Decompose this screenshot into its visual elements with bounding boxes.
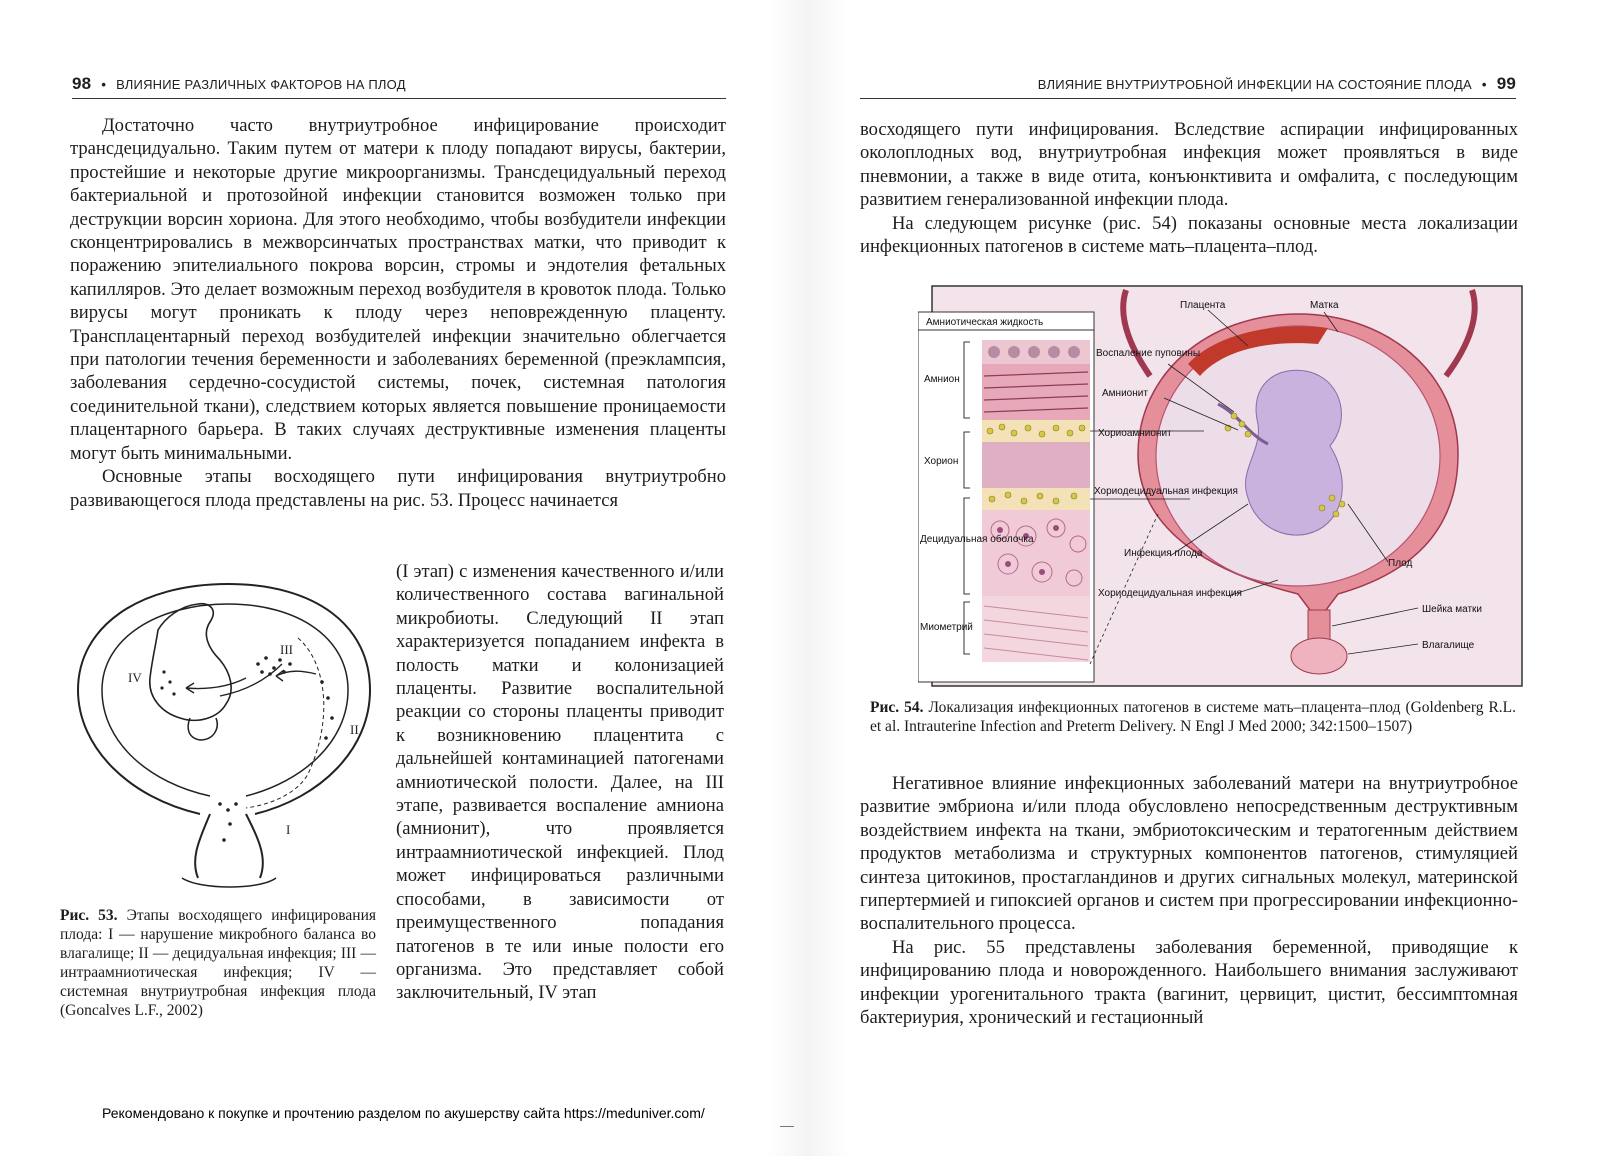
- chorion-layer: [982, 442, 1090, 488]
- header-rule: [860, 98, 1516, 99]
- arrows: [186, 670, 316, 693]
- paragraph: На следующем рисунке (рис. 54) показаны основные места локализации инфекционных патогенов в системе мать–плацента–плод.: [860, 212, 1518, 258]
- label-cervix: Шейка матки: [1422, 604, 1483, 615]
- figure-53-drawing: [70, 578, 380, 896]
- footer-recommendation: Рекомендовано к покупке и прочтению разделом по акушерству сайта https://meduniver.com/: [102, 1105, 705, 1121]
- page-number: 99: [1496, 74, 1516, 93]
- running-head-title: ВЛИЯНИЕ ВНУТРИУТРОБНОЙ ИНФЕКЦИИ НА СОСТОЯНИЕ ПЛОДА: [1037, 77, 1472, 92]
- label-vagina: Влагалище: [1422, 640, 1475, 651]
- gutter-mark: [780, 1126, 794, 1127]
- figure-54-caption: [870, 698, 1516, 736]
- left-body-text: [70, 114, 726, 512]
- figure-54-drawing: [918, 284, 1526, 690]
- paragraph: Основные этапы восходящего пути инфицирования внутриутробно развивающегося плода представлены на рис. 53. Процесс начинается: [70, 466, 726, 511]
- page-number: 98: [72, 74, 92, 93]
- right-body-text: [860, 118, 1518, 258]
- caption-label: Рис. 53.: [60, 907, 118, 924]
- stage-label-i: I: [286, 822, 291, 837]
- fetus-outline: [150, 604, 231, 721]
- bacteria-cluster: [160, 656, 333, 842]
- caption-label: Рис. 54.: [870, 699, 924, 716]
- right-running-head: [860, 74, 1516, 94]
- figure-53: [70, 578, 380, 896]
- paragraph: (I этап) с изменения качественного и/или количественного состава вагинальной микробиоты. Следующий II этап характеризуется попаданием инфекта в полость матки и колонизацией плаценты. Развитие воспалительной реакции со стороны плаценты приводит к возникновению плацентита с дальнейшей контаминацией патогенами амниотической полости. Далее, на III этапе, развивается воспаление амниона (амнионит), что проявляется интраамниотической инфекцией. Плод может инфицироваться различными способами, в зависимости от преимущественного попадания патогенов в те или иные полости его организма. Это представляет собой заключительный, IV этап: [396, 561, 724, 1004]
- caption-text: Локализация инфекционных патогенов в системе мать–плацента–плод (Goldenberg R.L. et al. Intrauterine Infection and Preterm Delivery. N Engl J Med 2000; 342:1500–1507): [870, 699, 1517, 735]
- decidua-layer: [982, 510, 1090, 596]
- paragraph: Достаточно часто внутриутробное инфицирование происходит трансдецидуально. Таким путем от матери к плоду попадают вирусы, бактерии, простейшие и некоторые другие микроорганизмы. Трансдецидуальный переход бактериальной и протозойной инфекции становится возможен только при деструкции ворсин хориона. Для этого необходимо, чтобы возбудители инфекции сконцентрировались в межворсинчатых пространствах матки, что приводит к поражению эпителиального покрова ворсин, стромы и эндотелия фетальных капилляров. Это делает возможным переход возбудителя в кровоток плода. Только вирусы могут проникать к плоду через неповрежденную плаценту. Трансплацентарный переход возбудителей инфекции значительно облегчается при патологии течения беременности и заболеваниях беременной (преэклампсия, заболевания сердечно-сосудистой системы, почек, системная патология соединительной ткани), следствием которых является повышение проницаемости плацентарного барьера. В таких случаях деструктивные изменения плаценты могут быть минимальными.: [70, 115, 726, 464]
- left-column-text: [396, 560, 724, 1005]
- figure-53-caption: [60, 906, 376, 1020]
- left-page: [0, 0, 790, 1156]
- vaginal-opening: [182, 878, 276, 887]
- uterine-cavity: [102, 604, 348, 796]
- label-funisitis: Воспаление пуповины: [1096, 348, 1201, 359]
- header-rule: [72, 98, 726, 99]
- label-uterus: Матка: [1310, 300, 1339, 311]
- uterus-outline: [78, 584, 370, 814]
- label-chorioamnionitis: Хориоамнионит: [1098, 428, 1172, 439]
- label-choriodecidual-2: Хориодецидуальная инфекция: [1098, 588, 1242, 599]
- stage-label-ii: II: [350, 722, 359, 737]
- running-head-title: ВЛИЯНИЕ РАЗЛИЧНЫХ ФАКТОРОВ НА ПЛОД: [116, 77, 406, 92]
- figure-54: [918, 284, 1526, 690]
- left-running-head: [72, 74, 726, 94]
- label-amnion: Амнион: [924, 374, 960, 385]
- bullet-separator: •: [101, 77, 107, 92]
- bullet-separator: •: [1481, 77, 1487, 92]
- paragraph: Негативное влияние инфекционных заболеваний матери на внутриутробное развитие эмбриона и/или плода обусловлено непосредственным деструктивным воздействием инфекта на ткани, эмбриотоксическим и тератогенным действием продуктов метаболизма и структурных компонентов патогенов, стимуляцией синтеза цитокинов, простагландинов и других сигнальных молекул, материнской гипертермией и гипоксией органов и систем при прогрессировании инфекционно-воспалительного процесса.: [860, 773, 1518, 935]
- stage-label-iii: III: [280, 642, 293, 657]
- label-fetal-infection: Инфекция плода: [1124, 548, 1203, 559]
- stage-label-iv: IV: [128, 670, 142, 685]
- label-decidua: Децидуальная оболочка: [920, 534, 1034, 545]
- label-placenta: Плацента: [1180, 300, 1226, 311]
- caption-text: Этапы восходящего инфицирования плода: I — нарушение микробного баланса во влагалище; II — децидуальная инфекция; III — интраамниотическая инфекция; IV — системная внутриутробная инфекция плода (Goncalves L.F., 2002): [60, 907, 376, 1019]
- myometrium-layer: [982, 596, 1090, 662]
- label-fetus: Плод: [1388, 558, 1413, 569]
- label-amniotic-fluid: Амниотическая жидкость: [926, 317, 1044, 328]
- paragraph: На рис. 55 представлены заболевания беременной, приводящие к инфицированию плода и новорожденного. Наибольшего внимания заслуживают инфекции урогенитального тракта (вагинит, цервицит, цистит, бессимптомная бактериурия, хронический и гестационный: [860, 936, 1518, 1029]
- label-choriodecidual-1: Хориодецидуальная инфекция: [1094, 486, 1238, 497]
- fetus-leg: [188, 718, 217, 740]
- chorioamnion-zone: [982, 420, 1090, 442]
- right-page: [810, 0, 1600, 1156]
- label-amnionitis: Амнионит: [1102, 388, 1148, 399]
- label-myometrium: Миометрий: [920, 622, 973, 633]
- vagina: [1291, 638, 1347, 674]
- paragraph: восходящего пути инфицирования. Вследствие аспирации инфицированных околоплодных вод, внутриутробная инфекция может проявляться в виде пневмонии, а также в виде отита, конъюнктивита и омфалита, с последующим развитием генерализованной инфекции плода.: [860, 119, 1518, 211]
- right-body-text-lower: [860, 772, 1518, 1029]
- label-chorion: Хорион: [924, 456, 959, 467]
- fetus: [1246, 370, 1343, 535]
